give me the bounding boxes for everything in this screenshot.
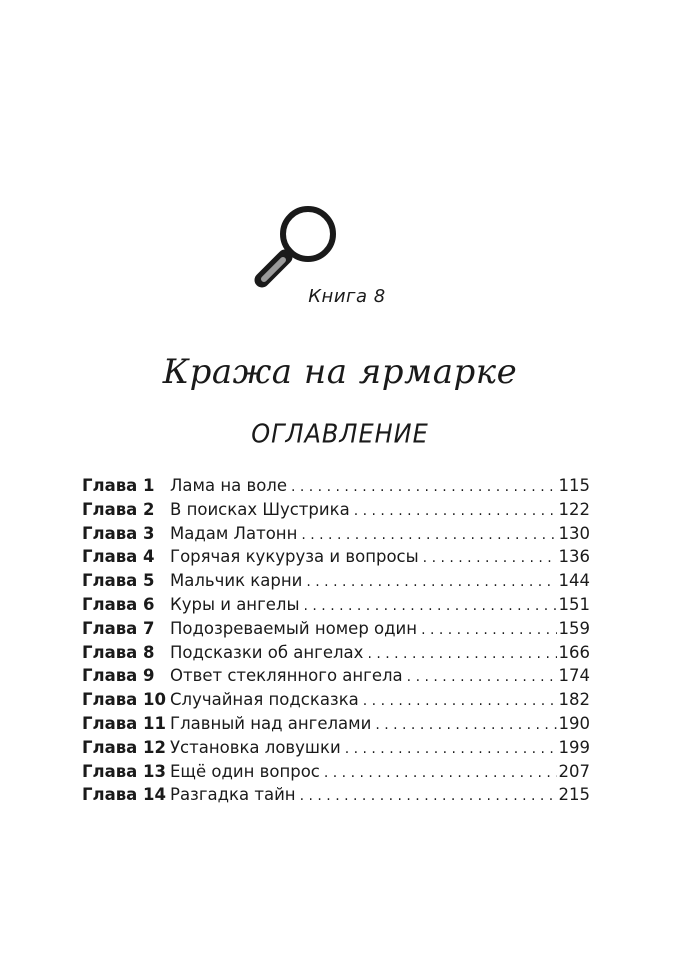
- chapter-number: Глава 9: [82, 666, 155, 686]
- chapter-number: Глава 2: [82, 499, 155, 519]
- book-number-label: Книга 8: [308, 286, 386, 307]
- chapter-number: Глава 4: [82, 547, 155, 567]
- chapter-title: Мадам Латонн: [170, 523, 298, 543]
- chapter-title: Горячая кукуруза и вопросы: [170, 547, 419, 567]
- toc-row: [82, 595, 590, 619]
- chapter-title: Лама на воле: [170, 476, 287, 495]
- page-number: 174: [558, 666, 590, 686]
- page-number: 144: [558, 571, 590, 591]
- page-number: 199: [558, 737, 590, 757]
- chapter-title: Подсказки об ангелах: [170, 642, 364, 662]
- chapter-title: Разгадка тайн: [170, 785, 296, 805]
- toc-heading: ОГЛАВЛЕНИЕ: [251, 418, 429, 450]
- page-number: 115: [558, 476, 590, 495]
- chapter-number: Глава 10: [82, 690, 167, 710]
- page-number: 190: [558, 713, 590, 733]
- chapter-title: Ещё один вопрос: [170, 761, 320, 781]
- page-number: 122: [558, 499, 590, 519]
- dot-leader: [367, 646, 556, 662]
- dot-leader: [304, 598, 557, 614]
- chapter-number: Глава 8: [82, 642, 155, 662]
- chapter-title: В поисках Шустрика: [170, 499, 350, 519]
- page-number: 215: [558, 785, 590, 805]
- chapter-title: Случайная подсказка: [170, 690, 359, 710]
- page-number: 130: [558, 523, 590, 543]
- toc-row: [82, 714, 590, 738]
- chapter-number: Глава 11: [82, 713, 167, 733]
- chapter-number: Глава 5: [82, 571, 155, 591]
- chapter-number: Глава 7: [82, 618, 155, 638]
- chapter-title: Установка ловушки: [170, 737, 341, 757]
- chapter-number: Глава 6: [82, 594, 155, 614]
- toc-row: [82, 690, 590, 714]
- page-number: 182: [558, 690, 590, 710]
- toc-row: [82, 547, 590, 571]
- dot-leader: [354, 503, 557, 519]
- dot-leader: [291, 479, 557, 495]
- toc-row: [82, 762, 590, 786]
- dot-leader: [375, 717, 556, 733]
- toc-row: [82, 738, 590, 762]
- dot-leader: [421, 622, 556, 638]
- magnifying-glass-icon: [250, 200, 350, 295]
- chapter-number: Глава 14: [82, 785, 167, 805]
- dot-leader: [423, 550, 557, 566]
- chapter-number: Глава 13: [82, 761, 167, 781]
- toc-row: [82, 643, 590, 667]
- toc-row: [82, 619, 590, 643]
- table-of-contents: [82, 476, 590, 809]
- page-number: 151: [558, 594, 590, 614]
- chapter-title: Ответ стеклянного ангела: [170, 666, 403, 686]
- dot-leader: [300, 788, 557, 804]
- dot-leader: [306, 574, 556, 590]
- toc-row: [82, 571, 590, 595]
- chapter-title: Подозреваемый номер один: [170, 618, 418, 638]
- page-number: 207: [558, 761, 590, 781]
- chapter-title: Главный над ангелами: [170, 713, 372, 733]
- dot-leader: [345, 741, 557, 757]
- chapter-title: Мальчик карни: [170, 571, 303, 591]
- dot-leader: [407, 669, 557, 685]
- dot-leader: [363, 693, 557, 709]
- toc-row: [82, 666, 590, 690]
- toc-row: [82, 524, 590, 548]
- toc-row: [82, 476, 590, 500]
- page-number: 166: [558, 642, 590, 662]
- chapter-title: Куры и ангелы: [170, 594, 300, 614]
- page-number: 136: [558, 547, 590, 567]
- chapter-number: Глава 3: [82, 523, 155, 543]
- page-number: 159: [558, 618, 590, 638]
- book-title: Кража на ярмарке: [162, 352, 518, 392]
- toc-row: [82, 785, 590, 809]
- dot-leader: [301, 527, 556, 543]
- chapter-number: Глава 12: [82, 737, 167, 757]
- toc-row: [82, 500, 590, 524]
- chapter-number: Глава 1: [82, 476, 155, 495]
- dot-leader: [324, 765, 557, 781]
